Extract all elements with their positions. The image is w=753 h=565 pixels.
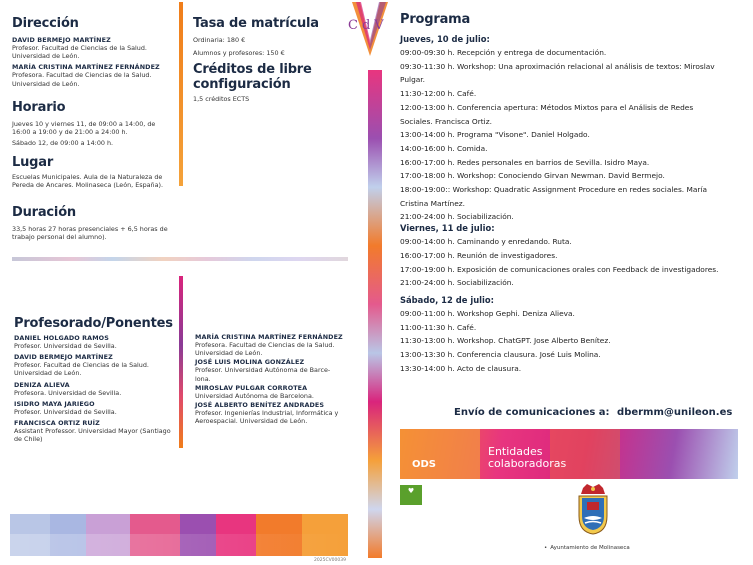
speaker-desc: Universidad Autónoma de Barcelona. [195, 391, 314, 400]
horario-line: Sábado 12, de 09:00 a 14:00 h. [12, 139, 114, 148]
creditos-title: Créditos de libre configuración [193, 62, 312, 92]
schedule-item: 21:00-24:00 h. Sociabilización. [400, 278, 514, 288]
schedule-item: 17:00-18:00 h. Workshop: Conociendo Girvan Newman. David Bermejo. [400, 171, 665, 181]
day-label: Viernes, 11 de julio: [400, 223, 495, 234]
envio-line [454, 407, 732, 418]
schedule-item: Sociales. Francisca Ortiz. [400, 116, 492, 126]
tasa-line: Ordinaria: 180 € [193, 36, 246, 44]
director-desc: Profesora. Facultad de Ciencias de la Salud. Universidad de León. [12, 71, 152, 88]
schedule-item: 11:30-12:00 h. Café. [400, 89, 477, 99]
programa-body [400, 34, 745, 375]
schedule-item: 12:00-13:00 h. Conferencia apertura: Métodos Mixtos para el Análisis de Redes [400, 102, 694, 112]
orange-divider [179, 2, 183, 186]
coat-of-arms-icon [575, 484, 611, 536]
day-label: Jueves, 10 de julio: [400, 34, 490, 44]
speaker-desc: Profesor. Facultad de Ciencias de la Salud. Universidad de León. [14, 361, 149, 378]
schedule-item: Pulgar. [400, 75, 425, 85]
ods-label: ODS [412, 459, 437, 470]
spine-bar [368, 70, 382, 558]
speaker-name: FRANCISCA ORTIZ RUÍZ [14, 419, 100, 428]
horario-line: Jueves 10 y viernes 11, de 09:00 a 14:00, de 16:00 a 19:00 y de 21:00 a 24:00 h. [12, 120, 156, 137]
speaker-desc: Profesor. Universidad de Sevilla. [14, 342, 117, 350]
horario-text [12, 120, 172, 148]
speaker-name: JOSÉ LUIS MOLINA GONZÁLEZ [195, 358, 305, 367]
bottom-mosaic [10, 514, 348, 556]
schedule-item: 21:00-24:00 h. Sociabilización. [400, 212, 514, 222]
speaker-name: DENIZA ALIEVA [14, 380, 70, 389]
director-desc: Profesor. Facultad de Ciencias de la Salud. Universidad de León. [12, 44, 147, 61]
speaker-desc: Profesor. Ingenierías Industrial, Informática y Aeroespacial. Universidad de León. [195, 409, 339, 426]
tasa-text [193, 36, 343, 57]
lugar-title: Lugar [12, 155, 54, 170]
creditos-text: 1,5 créditos ECTS [193, 95, 250, 103]
schedule-item: 09:00-14:00 h. Caminando y enredando. Ruta. [400, 237, 572, 247]
gradient-divider [179, 276, 183, 448]
entidades-banner [400, 429, 738, 479]
speaker-name: JOSÉ ALBERTO BENÍTEZ ANDRADES [195, 401, 325, 410]
director-name: MARÍA CRISTINA MARTÍNEZ FERNÁNDEZ [12, 63, 160, 72]
duracion-text: 33,5 horas 27 horas presenciales + 6,5 horas de trabajo personal del alumno). [12, 225, 168, 242]
day-label: Sábado, 12 de julio: [400, 294, 495, 305]
ayuntamiento-text: Ayuntamiento de Molinaseca [550, 545, 630, 551]
entidades-title-line: Entidades [488, 445, 543, 458]
code-label: 2025CV00039 [314, 558, 346, 563]
schedule-item: 16:00-17:00 h. Reunión de investigadores. [400, 250, 558, 260]
speaker-desc: Profesor. Universidad de Sevilla. [14, 407, 117, 416]
schedule-item: 11:00-11:30 h. Café. [400, 322, 477, 332]
duracion-title: Duración [12, 205, 76, 220]
speaker-desc: Profesora. Universidad de Sevilla. [14, 388, 122, 397]
profesorado-col1 [14, 334, 174, 443]
schedule-item: 13:00-13:30 h. Conferencia clausura. José Luis Molina. [400, 350, 601, 360]
schedule-item: 09:00-11:00 h. Workshop Gephi. Deniza Alieva. [400, 308, 575, 318]
tasa-line: Alumnos y profesores: 150 € [193, 49, 285, 58]
banner-block [400, 429, 480, 479]
schedule-item: Cristina Martínez. [400, 198, 465, 208]
speaker-name: DAVID BERMEJO MARTÍNEZ [14, 353, 113, 362]
schedule-item: 09:00-09:30 h. Recepción y entrega de documentación. [400, 48, 607, 57]
logo-mark [346, 0, 394, 58]
logo-letters: CdV [348, 18, 388, 33]
tasa-title: Tasa de matrícula [193, 16, 319, 31]
schedule-item: 09:30-11:30 h. Workshop: Una aproximación relacional al análisis de textos: Miroslav [400, 61, 715, 71]
color-strip [12, 257, 348, 261]
programa-title: Programa [400, 12, 471, 27]
schedule-item: 17:00-19:00 h. Exposición de comunicaciones orales con Feedback de investigadores. [400, 264, 719, 274]
direccion-title: Dirección [12, 16, 79, 31]
schedule-item: 18:00-19:00:: Workshop: Quadratic Assignment Procedure en redes sociales. María [400, 185, 708, 195]
schedule-item: 14:00-16:00 h. Comida. [400, 143, 488, 153]
schedule-item: 16:00-17:00 h. Redes personales en barrios de Sevilla. Isidro Maya. [400, 157, 650, 167]
envio-label: Envío de comunicaciones a: [454, 407, 610, 418]
schedule-item: 13:30-14:00 h. Acto de clausura. [400, 363, 522, 373]
ayuntamiento-label: • Ayuntamiento de Molinaseca [544, 545, 630, 551]
speaker-desc: Profesora. Facultad de Ciencias de la Salud. Universidad de León. [195, 341, 335, 358]
speaker-name: MIROSLAV PULGAR CORROTEA [195, 383, 308, 392]
direccion-list [12, 36, 177, 88]
profesorado-col2 [195, 333, 345, 425]
horario-title: Horario [12, 100, 66, 115]
envio-email[interactable]: dbermm@unileon.es [617, 407, 733, 418]
speaker-name: DANIEL HOLGADO RAMOS [14, 334, 109, 342]
schedule-item: 13:00-14:00 h. Programa "Visone". Daniel Holgado. [400, 130, 590, 140]
speaker-desc: Profesor. Universidad Autónoma de Barce-lona. [195, 366, 331, 383]
speaker-name: ISIDRO MAYA JARIEGO [14, 399, 95, 408]
entidades-title-line: colaboradoras [488, 457, 567, 470]
speaker-name: MARÍA CRISTINA MARTÍNEZ FERNÁNDEZ [195, 333, 343, 341]
schedule-item: 11:30-13:00 h. Workshop. ChatGPT. Jose Alberto Benítez. [400, 336, 611, 346]
speaker-desc: Assistant Professor. Universidad Mayor (Santiago de Chile) [14, 427, 171, 444]
profesorado-title: Profesorado/Ponentes [14, 316, 173, 331]
entidades-title [488, 446, 566, 470]
ods-badge-icon: ♥ [400, 485, 422, 505]
lugar-text: Escuelas Municipales. Aula de la Naturaleza de Pereda de Ancares. Molinaseca (León, España). [12, 173, 164, 190]
director-name: DAVID BERMEJO MARTÍNEZ [12, 36, 111, 44]
